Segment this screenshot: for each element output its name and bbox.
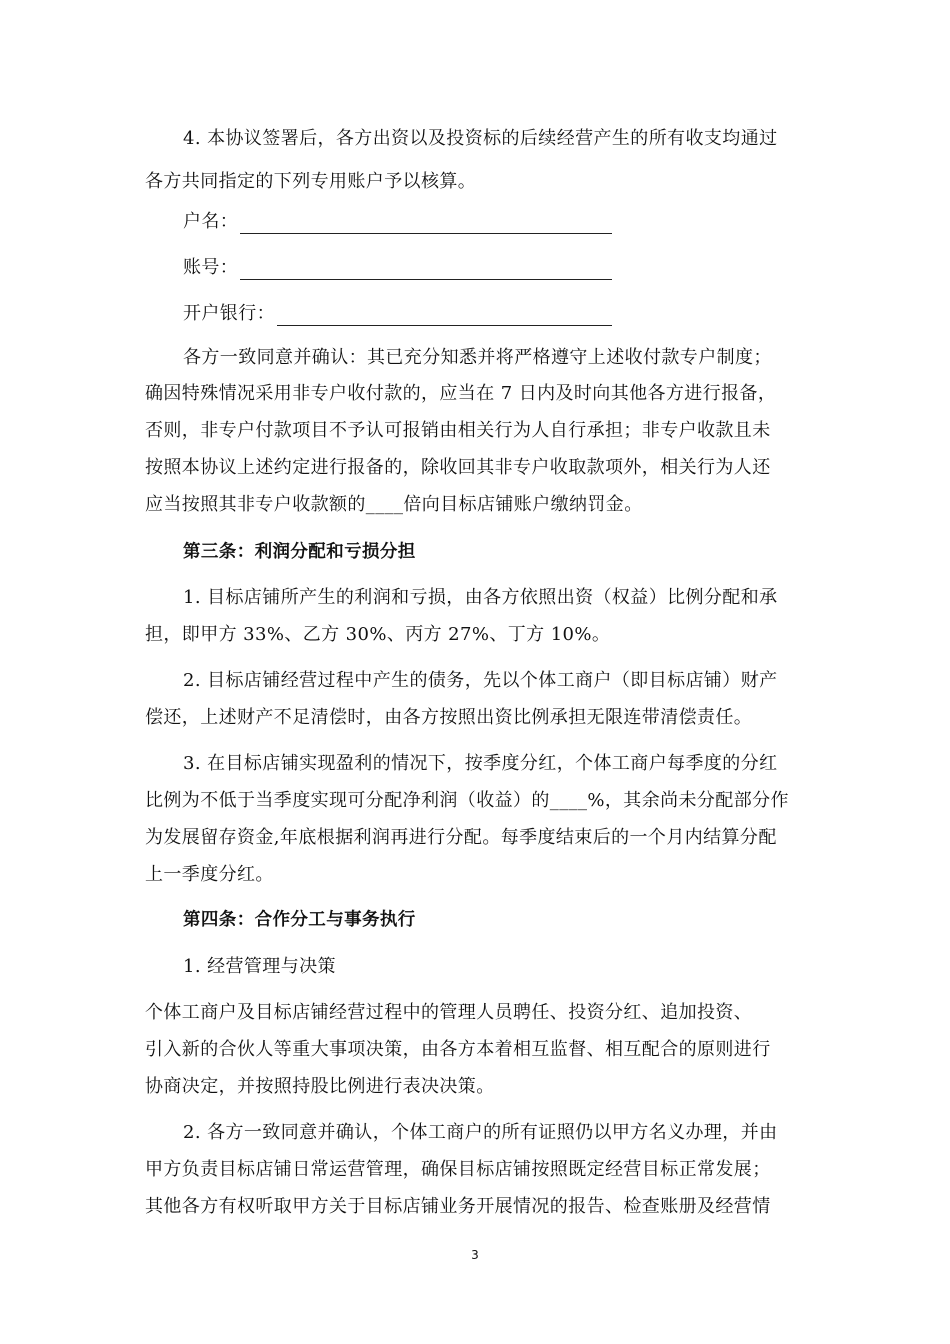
account-name-label: 户名： (183, 211, 239, 232)
account-name-blank (240, 213, 612, 234)
account-no-row (183, 256, 612, 280)
account-name-row (183, 210, 612, 234)
paragraph-line: 2. 目标店铺经营过程中产生的债务，先以个体工商户（即目标店铺）财产 (183, 670, 778, 691)
paragraph-line: 确因特殊情况采用非专户收付款的，应当在 7 日内及时向其他各方进行报备， (145, 383, 777, 404)
section-heading: 第三条：利润分配和亏损分担 (183, 542, 416, 562)
paragraph-line: 4. 本协议签署后，各方出资以及投资标的后续经营产生的所有收支均通过 (183, 128, 778, 149)
paragraph-line: 2. 各方一致同意并确认，个体工商户的所有证照仍以甲方名义办理，并由 (183, 1122, 778, 1143)
paragraph-line: 上一季度分红。 (145, 864, 274, 885)
paragraph-line: 应当按照其非专户收款额的____倍向目标店铺账户缴纳罚金。 (145, 494, 643, 515)
paragraph-line: 各方一致同意并确认：其已充分知悉并将严格遵守上述收付款专户制度； (183, 347, 772, 368)
paragraph-line: 引入新的合伙人等重大事项决策，由各方本着相互监督、相互配合的原则进行 (145, 1039, 771, 1060)
paragraph-line: 否则，非专户付款项目不予认可报销由相关行为人自行承担；非专户收款且未 (145, 420, 771, 441)
bank-row (183, 302, 612, 326)
section-heading: 第四条：合作分工与事务执行 (183, 910, 416, 930)
paragraph-line: 1. 目标店铺所产生的利润和亏损，由各方依照出资（权益）比例分配和承 (183, 587, 778, 608)
paragraph-line: 担，即甲方 33%、乙方 30%、丙方 27%、丁方 10%。 (145, 624, 611, 645)
paragraph-line: 其他各方有权听取甲方关于目标店铺业务开展情况的报告、检查账册及经营情 (145, 1196, 771, 1217)
paragraph-line: 按照本协议上述约定进行报备的，除收回其非专户收取款项外，相关行为人还 (145, 457, 771, 478)
account-no-blank (240, 259, 612, 280)
paragraph-line: 为发展留存资金,年底根据利润再进行分配。每季度结束后的一个月内结算分配 (145, 827, 777, 848)
paragraph-line: 1. 经营管理与决策 (183, 956, 336, 977)
paragraph-line: 偿还，上述财产不足清偿时，由各方按照出资比例承担无限连带清偿责任。 (145, 707, 753, 728)
paragraph-line: 各方共同指定的下列专用账户予以核算。 (145, 171, 477, 192)
paragraph-line: 甲方负责目标店铺日常运营管理，确保目标店铺按照既定经营目标正常发展； (145, 1159, 771, 1180)
account-no-label: 账号： (183, 257, 239, 278)
paragraph-line: 个体工商户及目标店铺经营过程中的管理人员聘任、投资分红、追加投资、 (145, 1002, 753, 1023)
paragraph-line: 协商决定，并按照持股比例进行表决决策。 (145, 1076, 495, 1097)
paragraph-line: 3. 在目标店铺实现盈利的情况下，按季度分红，个体工商户每季度的分红 (183, 753, 778, 774)
paragraph-line: 比例为不低于当季度实现可分配净利润（收益）的____%，其余尚未分配部分作 (145, 790, 789, 811)
bank-label: 开户银行： (183, 303, 275, 324)
page-number: 3 (471, 1248, 479, 1262)
bank-blank (277, 305, 612, 326)
